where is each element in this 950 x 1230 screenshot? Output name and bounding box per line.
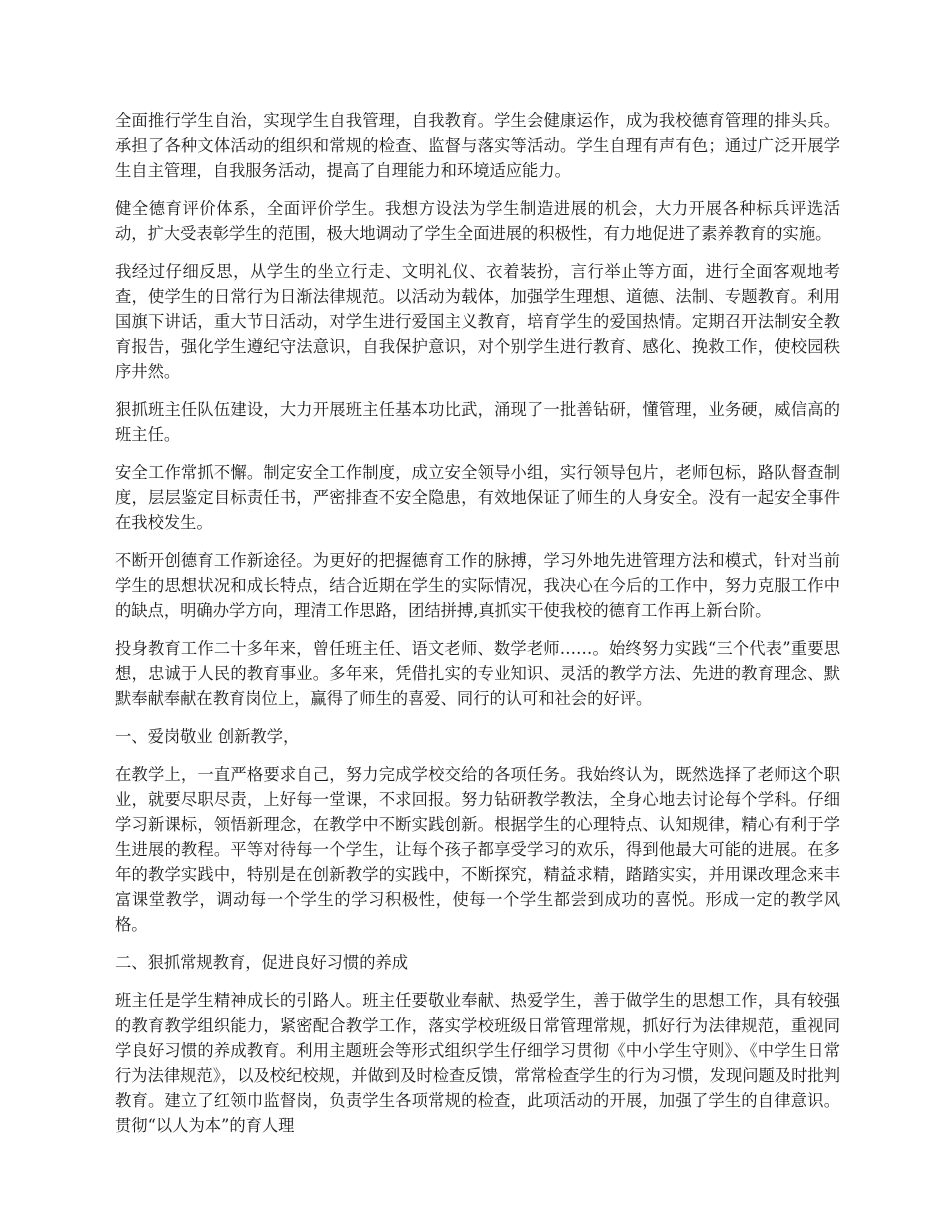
paragraph-moral-evaluation: 健全德育评价体系，全面评价学生。我想方设法为学生制造进展的机会，大力开展各种标兵评选活动，扩大受表彰学生的范围，极大地调动了学生全面进展的积极性，有力地促进了素养教育的实施。 bbox=[115, 199, 840, 243]
paragraph-head-teacher-role: 班主任是学生精神成长的引路人。班主任要敬业奉献、热爱学生，善于做学生的思想工作，具有较强的教育教学组织能力，紧密配合教学工作，落实学校班级日常管理常规，抓好行为法律规范，重视同学良好习惯的养成教育。利用主题班会等形式组织学生仔细学习贯彻《中小学生守则》、《中学生日常行为法律规范》，以及校纪校规，并做到及时检查反馈，常常检查学生的行为习惯，发现问题及时批判教育。建立了红领巾监督岗，负责学生各项常规的检查，此项活动的开展，加强了学生的自律意识。贯彻“以人为本”的育人理 bbox=[115, 991, 840, 1135]
paragraph-safety-work: 安全工作常抓不懈。制定安全工作制度，成立安全领导小组，实行领导包片，老师包标，路队督查制度，层层鉴定目标责任书，严密排查不安全隐患，有效地保证了师生的人身安全。没有一起安全事件在我校发生。 bbox=[115, 463, 840, 532]
paragraph-career-summary: 投身教育工作二十多年来，曾任班主任、语文老师、数学老师……。始终努力实践“三个代表”重要思想，忠诚于人民的教育事业。多年来，凭借扎实的专业知识、灵活的教学方法、先进的教育理念、默默奉献奉献在教育岗位上，赢得了师生的喜爱、同行的认可和社会的好评。 bbox=[115, 639, 840, 708]
paragraph-new-approaches: 不断开创德育工作新途径。为更好的把握德育工作的脉搏，学习外地先进管理方法和模式，针对当前学生的思想状况和成长特点，结合近期在学生的实际情况，我决心在今后的工作中，努力克服工作中的缺点，明确办学方向，理清工作思路，团结拼搏,真抓实干使我校的德育工作再上新台阶。 bbox=[115, 551, 840, 620]
document-body bbox=[115, 108, 840, 1151]
paragraph-teaching: 在教学上，一直严格要求自己，努力完成学校交给的各项任务。我始终认为，既然选择了老师这个职业，就要尽职尽责，上好每一堂课，不求回报。努力钻研教学教法，全身心地去讨论每个学科。仔细学习新课标，领悟新理念，在教学中不断实践创新。根据学生的心理特点、认知规律，精心有利于学生进展的教程。平等对待每一个学生，让每个孩子都享受学习的欢乐，得到他最大可能的进展。在多年的教学实践中，特别是在创新教学的实践中，不断探究，精益求精，踏踏实实，并用课改理念来丰富课堂教学，调动每一个学生的学习积极性，使每一个学生都尝到成功的喜悦。形成一定的教学风格。 bbox=[115, 765, 840, 934]
paragraph-behavior-norms: 我经过仔细反思，从学生的坐立行走、文明礼仪、衣着装扮，言行举止等方面，进行全面客观地考查，使学生的日常行为日渐法律规范。以活动为载体，加强学生理想、道德、法制、专题教育。利用国旗下讲话，重大节日活动，对学生进行爱国主义教育，培育学生的爱国热情。定期召开法制安全教育报告，强化学生遵纪守法意识，自我保护意识，对个别学生进行教育、感化、挽救工作，使校园秩序井然。 bbox=[115, 262, 840, 381]
section-heading-2: 二、狠抓常规教育，促进良好习惯的养成 bbox=[115, 953, 409, 972]
paragraph-student-self-governance: 全面推行学生自治，实现学生自我管理，自我教育。学生会健康运作，成为我校德育管理的排头兵。承担了各种文体活动的组织和常规的检查、监督与落实等活动。学生自理有声有色；通过广泛开展学生自主管理，自我服务活动，提高了自理能力和环境适应能力。 bbox=[115, 111, 840, 180]
paragraph-head-teacher-team: 狠抓班主任队伍建设，大力开展班主任基本功比武，涌现了一批善钻研，懂管理，业务硬，威信高的班主任。 bbox=[115, 400, 840, 444]
section-heading-1: 一、爱岗敬业 创新教学， bbox=[115, 727, 300, 746]
